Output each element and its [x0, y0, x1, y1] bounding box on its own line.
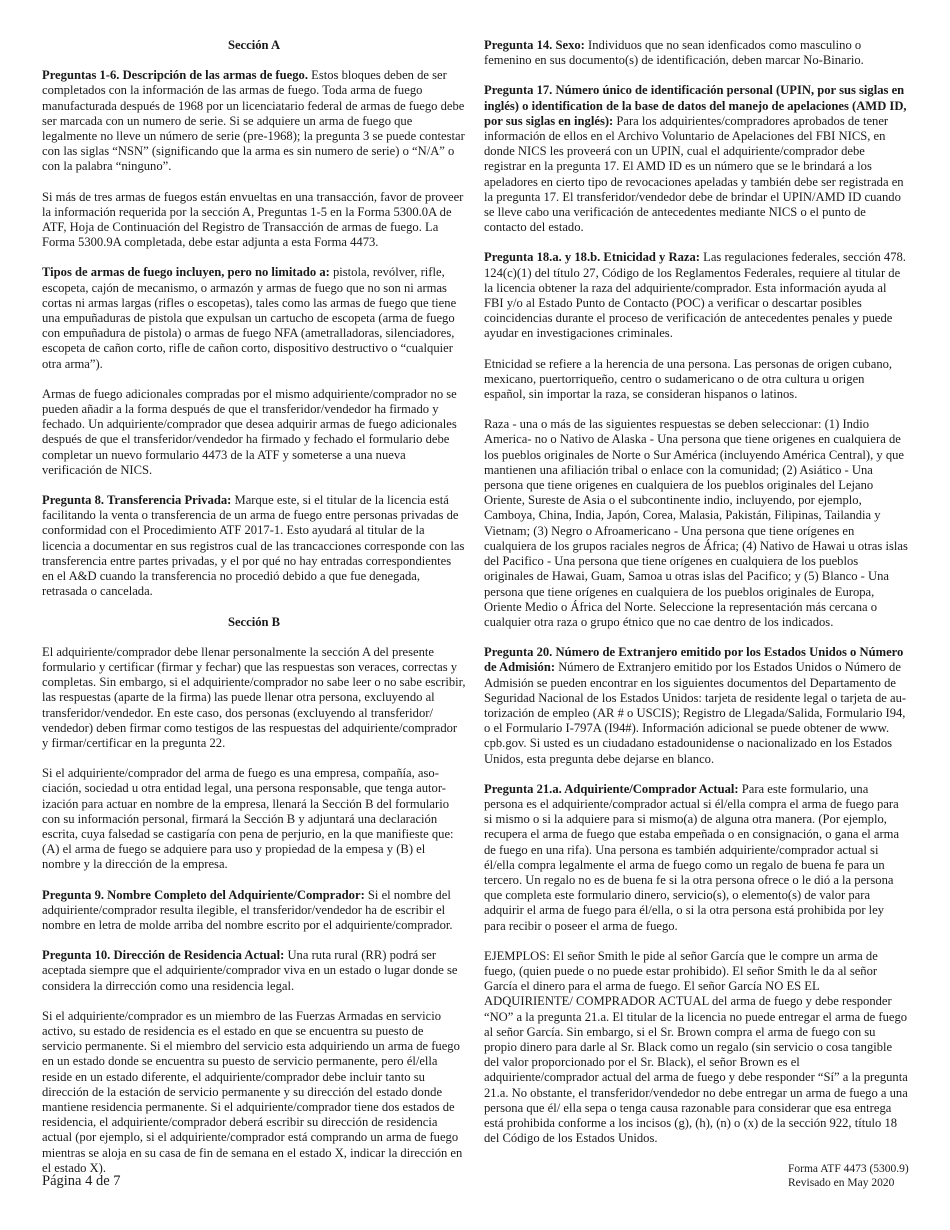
section-a-title: Sección A — [227, 38, 281, 52]
paragraph-body: Para los adquirientes/compradores aprobados de tener información de ellos en el Archivo Voluntario de Apelaciones del FBI NICS, en donde NICS les proveerá con un UPIN, cual el adquiriente/comprador debe registrar en la pregunta 17. El AMD ID es un número que se le brindará a los apeladores en cierto tipo de revocaciones apeladas y también debe ser registrada en la pregunta 17. El transferidor/vendedor debe de brindar el UPIN/AMD ID cuando se lleve cabo una verificación de antecedentes mediante NICS o el punto de contacto del estado. — [484, 113, 904, 235]
paragraph-question-14 — [484, 38, 908, 68]
paragraph-body: Para este formulario, una persona es el adquiriente/comprador actual si él/ella compra el arma de fuego para si mismo o si la adquiere para si mismo(a) de alguna otra manera. (Por ejemplo, recupera el arma de fuego que estaba empeñada o en consignación, o gana el arma de fuego en una rifa). Una persona es también adquiriente/comprador actual si él/ella compra legalmente el arma de fuego como un regalo de buena fe para un tercero. Un regalo no es de buena fe si la otra persona ofrece o le dió a la persona que completa este formulario dinero, servicio(s), o elemento(s) de valor para adquirir el arma de fuego para él/ella, o si la otra persona está prohibida por ley para recibir o poseer el arma de fuego. — [484, 781, 900, 933]
paragraph-questions-1-6 — [42, 68, 466, 174]
paragraph-body: Número de Extranjero emitido por los Estados Unidos o Número de Admisión se pueden encontrar en los siguientes documentos del Departamento de Seguridad Nacional de los Estados Unidos: tarjeta de residente legal o tarjeta de au- torización de empleo (AR # o USCIS); Registro de Llegada/Salida, Formulario I94, o el Formulario I-797A (I94#). Información adicional se puede obtener de www. cpb.gov. Si usted es un ciudadano estadounidense o nacionalizado en los Estados Unidos, esta pregunta debe dejarse en blanco. — [484, 660, 907, 766]
paragraph-business-buyer: Si el adquiriente/comprador del arma de fuego es una empresa, compañía, aso- ciación, sociedad u otra entidad legal, una persona responsable, que tenga autor- ización para actuar en nombre de la empresa, llenará la Sección B del formulario con su información personal, firmará la Sección B y adjuntará una declaración escrita, cuya falsedad se castigaría con pena de perjurio, en la que manifieste que: (A) el arma de fuego se adquiere para uso y propiedad de la empesa y (B) el nombre y la dirección de la empresa. — [42, 766, 454, 872]
paragraph-question-17 — [484, 83, 908, 235]
paragraph-heading: Pregunta 20. Número de Extranjero emitido por los Estados Unidos o Número de Admisión: — [484, 645, 904, 675]
paragraph-ethnicity: Etnicidad se refiere a la herencia de una persona. Las personas de origen cubano, mexicano, puertorriqueño, centro o sudamericano o de otra cultura u origen español, sin importar la raza, se consideran hispanos o latinos. — [484, 356, 893, 402]
paragraph-continuation-sheet: Si más de tres armas de fuegos están envueltas en una transacción, favor de proveer la información requerida por la sección A, Preguntas 1-5 en la Forma 5300.0A de ATF, Hoja de Continuación del Registro de Transacción de armas de fuego. La Forma 5300.9A completada, debe estar adjunta a esta Forma 4473. — [42, 189, 464, 250]
paragraph-question-10 — [42, 948, 466, 994]
paragraph-race: Raza - una o más de las siguientes respuestas se deben seleccionar: (1) Indio America- no o Nativo de Alaska - Una persona que tiene origenes en cualquiera de los pueblos originales de Norte o Sur América (incluyendo América Central), y que mantienen una afiliación tribal o enlace con la comunidad; (2) Asiático - Una persona que tiene origenes en cualquiera de los pueblos originales del Lejano Oriente, Sureste de Asia o el subcontinente indio, incluyendo, por ejemplo, Camboya, China, India, Japón, Corea, Malasia, Pakistán, Filipinas, Tailandia y Vietnam; (3) Negro o Afroamericano - Una persona que tiene orígenes en cualquiera de los grupos raciales negros de África; (4) Nativo de Hawai u otras islas del Pacifico - Una persona que tiene orígenes en cualquiera de los pueblos originales de Hawai, Guam, Samoa u otras islas del Pacifico; y (5) Blanco - Una persona que tiene orígenes en cualquiera de los pueblos originales de Europa, Oriente Medio o África del Norte. Seleccione la representación más cercana o cualquier otra raza o grupo étnico que no cae dentro de los indicados. — [484, 417, 908, 629]
paragraph-section-b-intro: El adquiriente/comprador debe llenar personalmente la sección A del presente formulario y certificar (firmar y fechar) que las respuestas son veraces, correctas y completas. Sin embargo, si el adquiriente/comprador no sabe leer o no sabe escribir, las respuestas (aparte de la firma) las puede llenar otra persona, excluyendo al transferidor/vendedor. En este caso, dos personas (excluyendo al transferidor/ vendedor) deben firmar como testigos de las respuestas del adquiriente/comprador y firmar/certificar en la pregunta 22. — [42, 644, 466, 750]
paragraph-body: Marque este, si el titular de la licencia está facilitando la venta o transferencia de un arma de fuego entre personas privadas de conformidad con el Procedimiento ATF 2017-1. Esto ayudará al titular de la licencia a documentar en sus registros cual de las trancacciones corresponde con las transferencia entre partes privadas, y el por qué no hay entradas correspondientes en el A&D cuando la transferencia no procedió debido a que fue denegada, retrasada o cancelada. — [42, 493, 465, 599]
paragraph-examples: EJEMPLOS: El señor Smith le pide al señor García que le compre un arma de fuego, (quien puede o no puede estar prohibido). El señor Smith le da al señor García el dinero para el arma de fuego. El señor García NO ES EL ADQUIRIENTE/ COMPRADOR ACTUAL del arma de fuego y debe responder “NO” a la pregunta 21.a. El titular de la licencia no puede entregar el arma de fuego al señor García. Sin embargo, si el Sr. Brown compra el arma de fuego con su propio dinero para darle al Sr. Black como un regalo (sin servicio o cosa tangible del valor proporcionado por el Sr. Black), el señor Brown es el adquiriente/comprador actual del arma de fuego y debe responder “Sí” a la pregunta 21.a. No obstante, el transferidor/vendedor no debe entregar un arma de fuego a una persona que él/ ella sepa o tenga causa razonable para considerar que esa entrega está prohibida conforme a los incisos (g), (h), (n) o (x) de la sección 922, título 18 del Código de los Estados Unidos. — [484, 948, 908, 1146]
paragraph-question-18 — [484, 250, 908, 341]
paragraph-heading: Pregunta 21.a. Adquiriente/Comprador Actual: — [484, 781, 739, 796]
section-b-title: Sección B — [227, 614, 281, 629]
paragraph-heading: Pregunta 18.a. y 18.b. Etnicidad y Raza: — [484, 250, 700, 265]
paragraph-heading: Pregunta 8. Transferencia Privada: — [42, 493, 232, 508]
left-column — [42, 38, 466, 1191]
paragraph-heading: Pregunta 14. Sexo: — [484, 38, 585, 52]
paragraph-body: pistola, revólver, rifle, escopeta, cajón de mecanismo, o armazón y armas de fuego que no son ni armas cortas ni armas largas (rifles o escopetas), tales como las armas de fuego que tiene una empuñaduras de pistola que expulsan un cartucho de escopeta (arma de fuego con empuñadura de pistola) o armas de fuego NFA (ametralladoras, silenciadores, escopeta de cañon corto, rifle de cañon corto, dispositivo destructivo o “cualquier otra arma”). — [42, 265, 457, 371]
revision-date: Revisado en May 2020 — [788, 1177, 895, 1189]
paragraph-question-9 — [42, 888, 466, 934]
paragraph-body: Las regulaciones federales, sección 478. 124(c)(1) del título 27, Código de los Reglamentos Federales, requiere al titular de la licencia obtener la raza del adquiriente/comprador. Esta información ayuda al FBI y/o al Estado Punto de Contacto (POC) a verificar o descartar posibles coincidencias durante el proceso de verificación de antecedentes penales y puede ayudar en investigaciones criminales. — [484, 250, 906, 341]
right-column — [484, 38, 908, 1161]
paragraph-heading: Pregunta 9. Nombre Completo del Adquiriente/Comprador: — [42, 887, 365, 902]
paragraph-body: Estos bloques deben de ser completados con la información de las armas de fuego. Toda arma de fuego manufacturada después de 1968 por un licenciatario federal de armas de fuego debe ser marcada con un numero de serie. Si se adquiere un arma de fuego que legalmente no lleve un número de serie (pre-1968); la pregunta 3 se puede contestar con las siglas “NSN” (significando que la arma es sin numero de serie) o “N/A” o con la palabra “ninguno”. — [42, 68, 465, 174]
paragraph-heading: Tipos de armas de fuego incluyen, pero no limitado a: — [42, 265, 330, 280]
paragraph-question-21a — [484, 782, 908, 934]
paragraph-heading: Pregunta 17. Número único de identificación personal (UPIN, por sus siglas en inglés) o identification de la base de datos del manejo de apelaciones (AMD ID, por sus siglas en inglés): — [484, 83, 907, 128]
paragraph-heading: Pregunta 10. Dirección de Residencia Actual: — [42, 948, 285, 963]
paragraph-body: Si el nombre del adquiriente/comprador resulta ilegible, el transferidor/vendedor ha de escribir el nombre en letra de molde arriba del nombre escrito por el adquiriente/comprador. — [42, 887, 453, 932]
form-number: Forma ATF 4473 (5300.9) — [788, 1163, 909, 1175]
paragraph-question-20 — [484, 645, 908, 767]
paragraph-body: Una ruta rural (RR) podrá ser aceptada siempre que el adquiriente/comprador viva en un estado o lugar donde se considera la dirrección como una residencia legal. — [42, 948, 458, 993]
page-number: Página 4 de 7 — [42, 1173, 121, 1189]
paragraph-body: Individuos que no sean idenficados como masculino o femenino en sus documento(s) de identificación, deben marcar No-Binario. — [484, 38, 864, 68]
paragraph-question-8 — [42, 493, 466, 599]
paragraph-heading: Preguntas 1-6. Descripción de las armas de fuego. — [42, 68, 308, 83]
paragraph-armed-forces: Si el adquiriente/comprador es un miembro de las Fuerzas Armadas en servicio activo, su estado de residencia es el estado en que se encuentra su puesto de servicio permanente. Si el miembro del servicio esta adquiriendo un arma de fuego en un estado donde se encuentra su puesto de servicio permanente, pero él/ella reside en un estado diferente, el adquiriente/comprador debe incluir tanto su dirección de la estación de servicio permanente y su dirección del estado donde mantiene residencia permanente. Si el adquiriente/comprador tiene dos estados de residencia, el adquiriente/comprador deberá escribir su dirección de residencia actual (por ejemplo, si el adquiriente/comprador está comprando un arma de fuego mientras se aloja en su casa de fin de semana en el estado X, indicar la dirección en el estado X). — [42, 1008, 463, 1175]
paragraph-additional-firearms: Armas de fuego adicionales compradas por el mismo adquiriente/comprador no se pueden añadir a la forma después de que el transferidor/vendedor ha firmado y fechado. Un adquiriente/comprador que desea adquirir armas de fuego adicionales después de que el transferidor/vendedor ha firmado y fechado el formulario debe completar un nuevo formulario 4473 de la ATF y someterse a una nueva verificación de NICS. — [42, 386, 457, 477]
paragraph-firearm-types — [42, 265, 466, 371]
form-identifier — [788, 1162, 909, 1190]
